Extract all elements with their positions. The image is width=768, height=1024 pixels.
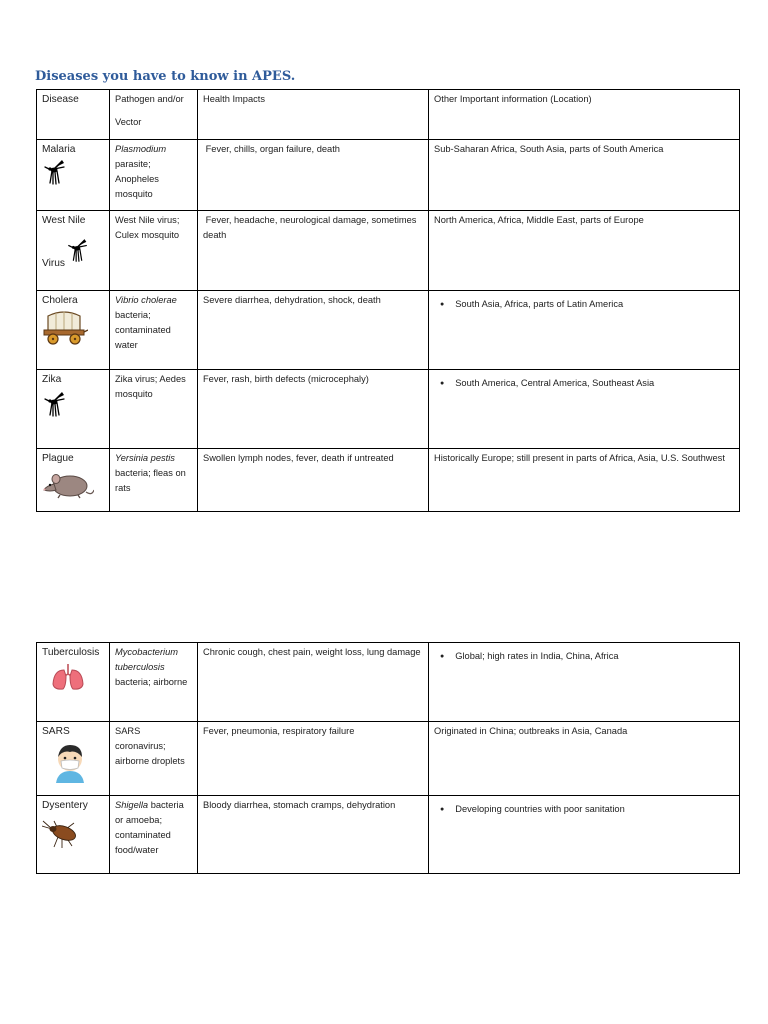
table-header-row <box>37 90 740 140</box>
health-impacts-cell: Swollen lymph nodes, fever, death if untreated <box>198 449 429 512</box>
pathogen-cell: Mycobacterium tuberculosis bacteria; airborne <box>110 643 198 722</box>
list-item: ● South America, Central America, Southeast Asia <box>456 376 734 391</box>
list-item: ● Global; high rates in India, China, Africa <box>456 649 734 664</box>
disease-name: SARS <box>42 726 70 737</box>
cockroach-icon <box>42 817 104 854</box>
health-impacts-cell: Bloody diarrhea, stomach cramps, dehydration <box>198 796 429 874</box>
table-row <box>37 722 740 796</box>
pathogen-cell: SARS coronavirus; airborne droplets <box>110 722 198 796</box>
list-item: ● Developing countries with poor sanitation <box>456 802 734 817</box>
pathogen-cell: Zika virus; Aedes mosquito <box>110 370 198 449</box>
disease-cell <box>37 643 110 722</box>
table-row <box>37 140 740 211</box>
disease-name: Dysentery <box>42 800 88 811</box>
table-row <box>37 643 740 722</box>
lungs-icon <box>51 662 107 697</box>
disease-name: Tuberculosis <box>42 647 100 658</box>
disease-cell <box>37 140 110 211</box>
table-row <box>37 211 740 291</box>
pathogen-cell: West Nile virus; Culex mosquito <box>110 211 198 291</box>
disease-cell <box>37 291 110 370</box>
health-impacts-cell: Fever, rash, birth defects (microcephaly) <box>198 370 429 449</box>
disease-cell <box>37 370 110 449</box>
covered-wagon-icon <box>42 310 104 351</box>
pathogen-cell: Plasmodium parasite; Anopheles mosquito <box>110 140 198 211</box>
table-row <box>37 370 740 449</box>
location-cell <box>429 291 740 370</box>
mosquito-icon <box>42 391 104 426</box>
health-impacts-cell: Severe diarrhea, dehydration, shock, death <box>198 291 429 370</box>
header-other-info: Other Important information (Location) <box>429 90 740 140</box>
mosquito-icon <box>42 159 104 194</box>
health-impacts-cell: Fever, headache, neurological damage, sometimes death <box>198 211 429 291</box>
location-cell: Historically Europe; still present in parts of Africa, Asia, U.S. Southwest <box>429 449 740 512</box>
disease-name: Plague <box>42 453 74 464</box>
pathogen-cell: Shigella bacteria or amoeba; contaminated food/water <box>110 796 198 874</box>
list-item: ● South Asia, Africa, parts of Latin America <box>456 297 734 312</box>
table-row <box>37 796 740 874</box>
disease-cell <box>37 449 110 512</box>
location-cell: North America, Africa, Middle East, parts of Europe <box>429 211 740 291</box>
rat-icon <box>42 468 104 505</box>
location-cell: Sub-Saharan Africa, South Asia, parts of South America <box>429 140 740 211</box>
disease-cell <box>37 211 110 291</box>
table-row <box>37 291 740 370</box>
disease-name: Zika <box>42 374 62 385</box>
diseases-table-2 <box>36 642 740 874</box>
disease-name-line2: Virus <box>42 258 66 269</box>
header-pathogen: Pathogen and/or Vector <box>110 90 198 140</box>
health-impacts-cell: Chronic cough, chest pain, weight loss, lung damage <box>198 643 429 722</box>
header-disease: Disease <box>37 90 110 140</box>
pathogen-cell: Yersinia pestis bacteria; fleas on rats <box>110 449 198 512</box>
mosquito-icon <box>66 238 90 271</box>
health-impacts-cell: Fever, pneumonia, respiratory failure <box>198 722 429 796</box>
health-impacts-cell: Fever, chills, organ failure, death <box>198 140 429 211</box>
header-health-impacts: Health Impacts <box>198 90 429 140</box>
location-cell <box>429 643 740 722</box>
diseases-table-1 <box>36 89 740 512</box>
document-title: Diseases you have to know in APES. <box>35 69 296 84</box>
disease-name: Malaria <box>42 144 76 155</box>
disease-name: West Nile <box>42 215 86 226</box>
disease-cell <box>37 722 110 796</box>
disease-cell <box>37 796 110 874</box>
location-cell <box>429 796 740 874</box>
disease-name: Cholera <box>42 295 78 306</box>
table-row <box>37 449 740 512</box>
location-cell <box>429 370 740 449</box>
location-cell: Originated in China; outbreaks in Asia, Canada <box>429 722 740 796</box>
pathogen-cell: Vibrio cholerae bacteria; contaminated water <box>110 291 198 370</box>
masked-person-icon <box>52 741 104 788</box>
